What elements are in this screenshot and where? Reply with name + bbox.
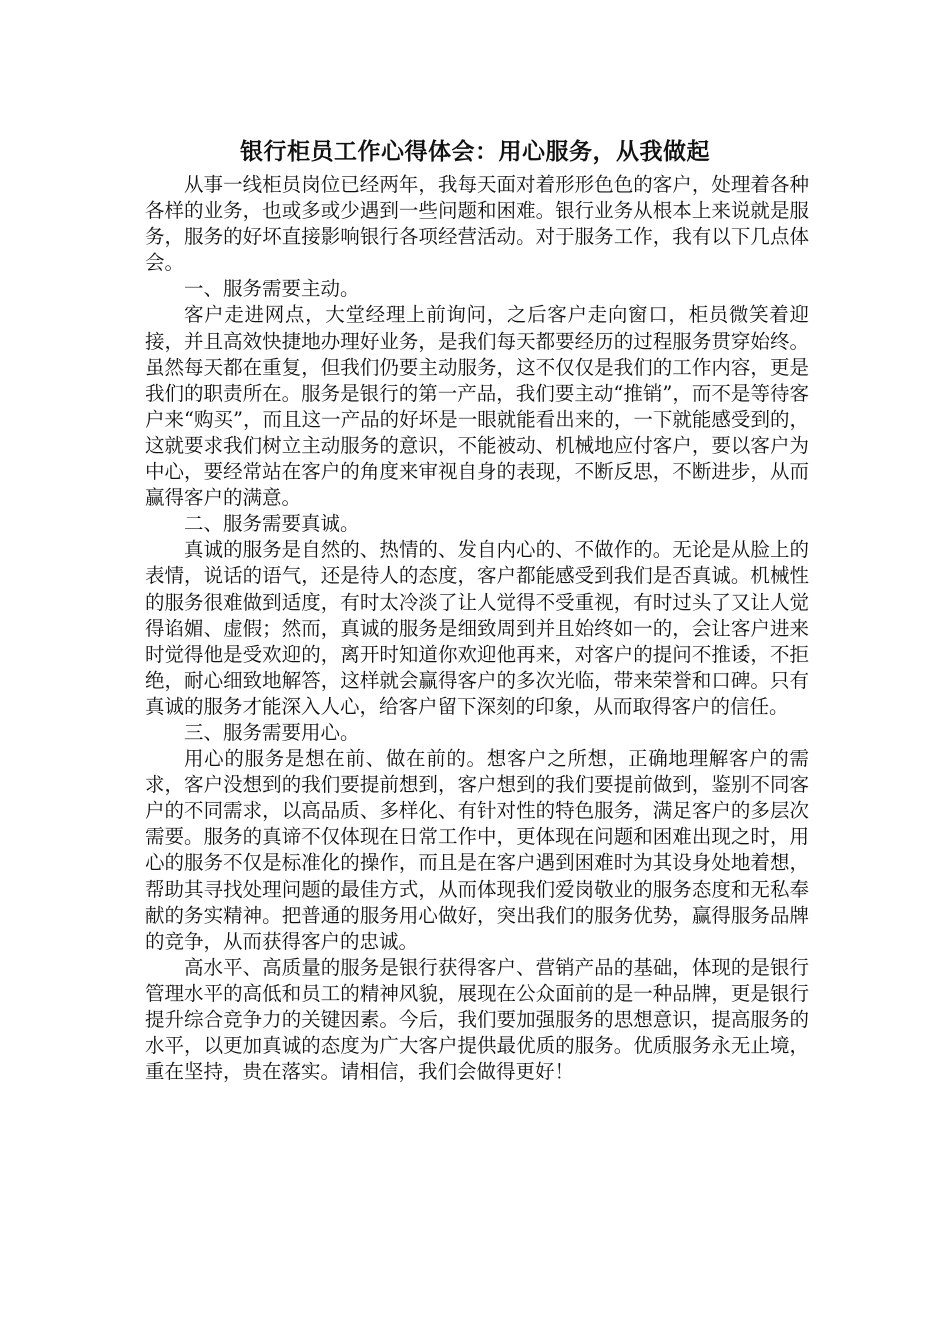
paragraph-conclusion: 高水平、高质量的服务是银行获得客户、营销产品的基础，体现的是银行管理水平的高低和员工的精神风貌，展现在公众面前的是一种品牌，更是银行提升综合竞争力的关键因素。今后，我们要加强服务的思想意识，提高服务的水平，以更加真诚的态度为广大客户提供最优质的服务。优质服务永无止境，重在坚持，贵在落实。请相信，我们会做得更好！ (145, 955, 809, 1084)
section-heading-1: 一、服务需要主动。 (184, 277, 360, 301)
paragraph-section-2: 真诚的服务是自然的、热情的、发自内心的、不做作的。无论是从脸上的表情，说话的语气，还是待人的态度，客户都能感受到我们是否真诚。机械性的服务很难做到适度，有时太冷淡了让人觉得不受重视，有时过头了又让人觉得谄媚、虚假；然而，真诚的服务是细致周到并且始终如一的，会让客户进来时觉得他是受欢迎的，离开时知道你欢迎他再来，对客户的提问不推诿，不拒绝，耐心细致地解答，这样就会赢得客户的多次光临，带来荣誉和口碑。只有真诚的服务才能深入人心，给客户留下深刻的印象，从而取得客户的信任。 (145, 538, 809, 718)
paragraph-section-3: 用心的服务是想在前、做在前的。想客户之所想，正确地理解客户的需求，客户没想到的我们要提前想到，客户想到的我们要提前做到，鉴别不同客户的不同需求，以高品质、多样化、有针对性的特色服务，满足客户的多层次需要。服务的真谛不仅体现在日常工作中，更体现在问题和困难出现之时，用心的服务不仅是标准化的操作，而且是在客户遇到困难时为其设身处地着想，帮助其寻找处理问题的最佳方式，从而体现我们爱岗敬业的服务态度和无私奉献的务实精神。把普通的服务用心做好，突出我们的服务优势，赢得服务品牌的竞争，从而获得客户的忠诚。 (145, 747, 809, 953)
paragraph-section-1: 客户走进网点，大堂经理上前询问，之后客户走向窗口，柜员微笑着迎接，并且高效快捷地办理好业务，是我们每天都要经历的过程服务贯穿始终。虽然每天都在重复，但我们仍要主动服务，这不仅仅是我们的工作内容，更是我们的职责所在。服务是银行的第一产品，我们要主动“推销”，而不是等待客户来“购买”，而且这一产品的好坏是一眼就能看出来的，一下就能感受到的，这就要求我们树立主动服务的意识，不能被动、机械地应付客户，要以客户为中心，要经常站在客户的角度来审视自身的表现，不断反思，不断进步，从而赢得客户的满意。 (145, 303, 809, 510)
section-heading-2: 二、服务需要真诚。 (184, 512, 360, 536)
document-body (145, 172, 809, 1085)
section-heading-3: 三、服务需要用心。 (184, 720, 360, 744)
document-title: 银行柜员工作心得体会：用心服务，从我做起 (240, 138, 710, 165)
paragraph-intro: 从事一线柜员岗位已经两年，我每天面对着形形色色的客户，处理着各种各样的业务，也或多或少遇到一些问题和困难。银行业务从根本上来说就是服务，服务的好坏直接影响银行各项经营活动。对于服务工作，我有以下几点体会。 (145, 173, 809, 275)
